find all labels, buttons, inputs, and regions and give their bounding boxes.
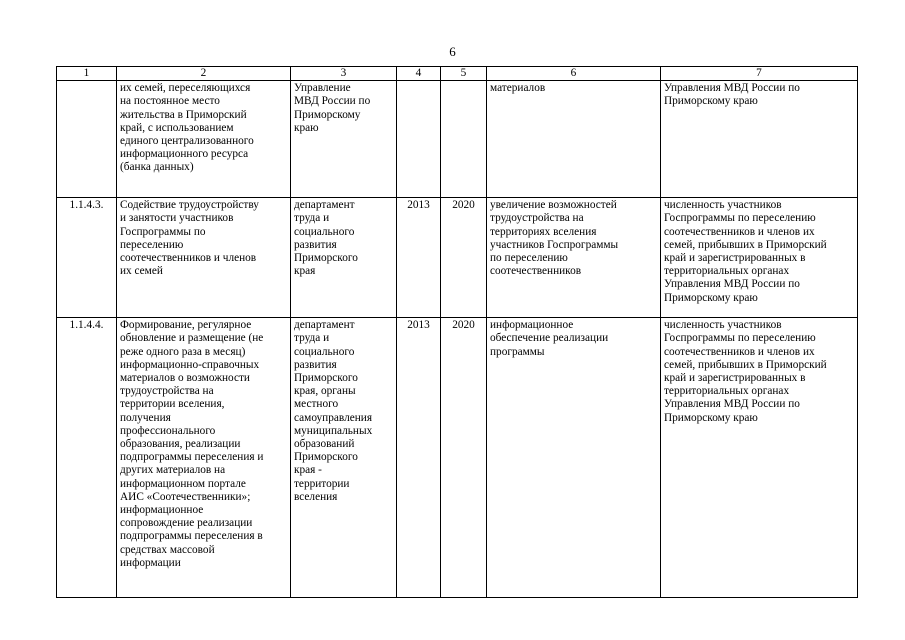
page-number: 6 bbox=[449, 44, 456, 59]
column-number-1: 1 bbox=[57, 67, 117, 81]
measure-start-year: 2013 bbox=[397, 318, 441, 598]
measure-result: информационное обеспечение реализации программы bbox=[487, 318, 661, 598]
table-row bbox=[57, 81, 858, 198]
measure-executor: департамент труда и социального развития Приморского края bbox=[291, 198, 397, 318]
program-measures-table bbox=[56, 66, 858, 598]
measure-result: увеличение возможностей трудоустройства на территориях вселения участников Госпрограммы по переселению соотечественников bbox=[487, 198, 661, 318]
measure-number bbox=[57, 81, 117, 198]
column-number-5: 5 bbox=[441, 67, 487, 81]
table-row bbox=[57, 318, 858, 598]
column-number-3: 3 bbox=[291, 67, 397, 81]
measure-indicator: Управления МВД России по Приморскому краю bbox=[661, 81, 858, 198]
measure-end-year: 2020 bbox=[441, 318, 487, 598]
measure-executor: Управление МВД России по Приморскому краю bbox=[291, 81, 397, 198]
column-number-6: 6 bbox=[487, 67, 661, 81]
measure-number: 1.1.4.4. bbox=[57, 318, 117, 598]
measure-start-year: 2013 bbox=[397, 198, 441, 318]
measure-activity: Содействие трудоустройству и занятости участников Госпрограммы по переселению соотечественников и членов их семей bbox=[117, 198, 291, 318]
measure-indicator: численность участников Госпрограммы по переселению соотечественников и членов их семей, прибывших в Приморский край и зарегистрированных в территориальных органах Управления МВД России по Приморскому краю bbox=[661, 198, 858, 318]
measure-result: материалов bbox=[487, 81, 661, 198]
measure-number: 1.1.4.3. bbox=[57, 198, 117, 318]
measure-indicator: численность участников Госпрограммы по переселению соотечественников и членов их семей, прибывших в Приморский край и зарегистрированных в территориальных органах Управления МВД России по Приморскому краю bbox=[661, 318, 858, 598]
column-number-2: 2 bbox=[117, 67, 291, 81]
column-number-4: 4 bbox=[397, 67, 441, 81]
measure-start-year bbox=[397, 81, 441, 198]
measure-executor: департамент труда и социального развития Приморского края, органы местного самоуправления муниципальных образований Приморского края - территории вселения bbox=[291, 318, 397, 598]
measure-end-year bbox=[441, 81, 487, 198]
measure-activity: их семей, переселяющихся на постоянное место жительства в Приморский край, с использованием единого централизованного информационного ресурса (банка данных) bbox=[117, 81, 291, 198]
column-number-row bbox=[57, 67, 858, 81]
table-row bbox=[57, 198, 858, 318]
column-number-7: 7 bbox=[661, 67, 858, 81]
measure-end-year: 2020 bbox=[441, 198, 487, 318]
measure-activity: Формирование, регулярное обновление и размещение (не реже одного раза в месяц) информационно-справочных материалов о возможности трудоустройства на территории вселения, получения профессионального образования, реализации подпрограммы переселения и других материалов на информационном портале АИС «Соотечественники»; информационное сопровождение реализации подпрограммы переселения в средствах массовой информации bbox=[117, 318, 291, 598]
